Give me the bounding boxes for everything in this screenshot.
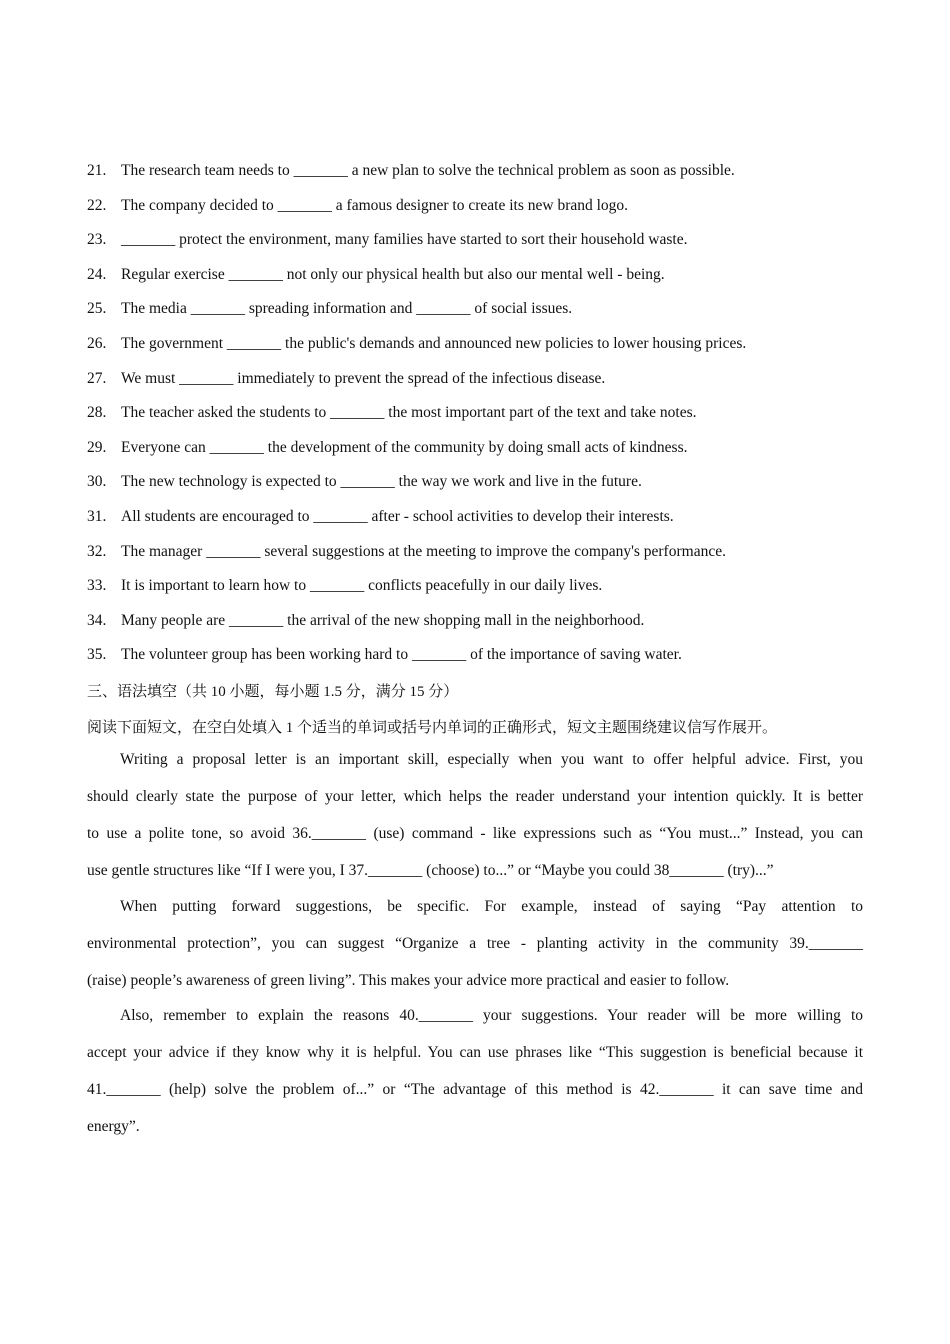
question-item <box>87 196 867 231</box>
passage-line: Also, remember to explain the reasons 40._______ your suggestions. Your reader will be more willing to <box>120 1007 863 1024</box>
question-text: Many people are _______ the arrival of the new shopping mall in the neighborhood. <box>121 611 645 629</box>
question-number: 23. <box>87 231 107 249</box>
question-text: The new technology is expected to _______ the way we work and live in the future. <box>121 473 642 491</box>
vocabulary-question-list <box>87 161 867 680</box>
question-item <box>87 403 867 438</box>
question-text: The media _______ spreading information and _______ of social issues. <box>121 300 573 318</box>
question-number: 30. <box>87 473 107 491</box>
passage-line: When putting forward suggestions, be specific. For example, instead of saying “Pay attention to <box>120 898 863 915</box>
question-item <box>87 265 867 300</box>
question-number: 25. <box>87 300 107 318</box>
question-text: The research team needs to _______ a new plan to solve the technical problem as soon as possible. <box>121 162 735 179</box>
question-item <box>87 161 867 196</box>
question-number: 33. <box>87 577 107 595</box>
question-text: The government _______ the public's demands and announced new policies to lower housing prices. <box>121 334 747 352</box>
passage-line: accept your advice if they know why it is helpful. You can use phrases like “This suggestion is beneficial because it <box>87 1044 863 1061</box>
question-number: 24. <box>87 265 107 283</box>
section-instruction: 阅读下面短文，在空白处填入 1 个适当的单词或括号内单词的正确形式，短文主题围绕建议信写作展开。 <box>87 720 778 736</box>
question-number: 29. <box>87 438 107 456</box>
question-number: 21. <box>87 162 107 179</box>
passage-paragraph-3 <box>87 1006 863 1154</box>
question-number: 31. <box>87 507 107 525</box>
question-item <box>87 576 867 611</box>
question-text: The company decided to _______ a famous designer to create its new brand logo. <box>121 196 629 214</box>
question-item <box>87 438 867 473</box>
question-item <box>87 645 867 680</box>
passage-line: should clearly state the purpose of your letter, which helps the reader understand your intention quickly. It is better <box>87 788 863 805</box>
question-item <box>87 230 867 265</box>
question-number: 32. <box>87 542 107 560</box>
question-text: The teacher asked the students to _______ the most important part of the text and take notes. <box>121 404 697 422</box>
question-text: The volunteer group has been working hard to _______ of the importance of saving water. <box>121 646 682 664</box>
question-text: The manager _______ several suggestions at the meeting to improve the company's performance. <box>121 542 726 560</box>
question-number: 27. <box>87 369 107 387</box>
section-heading: 三、语法填空（共 10 小题，每小题 1.5 分，满分 15 分） <box>87 684 459 700</box>
question-item <box>87 334 867 369</box>
passage-paragraph-2 <box>87 897 863 1008</box>
question-number: 26. <box>87 334 107 352</box>
passage-line: (raise) people’s awareness of green living”. This makes your advice more practical and easier to follow. <box>87 972 730 989</box>
question-number: 35. <box>87 646 107 664</box>
passage-line: Writing a proposal letter is an important skill, especially when you want to offer helpful advice. First, you <box>120 751 863 768</box>
question-item <box>87 472 867 507</box>
question-text: Everyone can _______ the development of the community by doing small acts of kindness. <box>121 438 688 456</box>
question-item <box>87 611 867 646</box>
passage-line: environmental protection”, you can suggest “Organize a tree - planting activity in the community 39._______ <box>87 935 863 952</box>
question-text: _______ protect the environment, many families have started to sort their household waste. <box>121 231 688 249</box>
question-item <box>87 542 867 577</box>
passage-line: 41._______ (help) solve the problem of...” or “The advantage of this method is 42._______ it can save time and <box>87 1081 863 1098</box>
question-item <box>87 507 867 542</box>
question-number: 34. <box>87 611 107 629</box>
passage-line: to use a polite tone, so avoid 36._______ (use) command - like expressions such as “You must...” Instead, you can <box>87 825 863 842</box>
question-item <box>87 369 867 404</box>
passage-line: energy”. <box>87 1118 140 1135</box>
question-number: 28. <box>87 404 107 422</box>
question-text: We must _______ immediately to prevent the spread of the infectious disease. <box>121 369 606 387</box>
question-number: 22. <box>87 196 107 214</box>
question-item <box>87 299 867 334</box>
passage-line: use gentle structures like “If I were you, I 37._______ (choose) to...” or “Maybe you could 38_______ (try)...” <box>87 862 774 879</box>
question-text: All students are encouraged to _______ after - school activities to develop their interests. <box>121 507 674 525</box>
question-text: It is important to learn how to _______ conflicts peacefully in our daily lives. <box>121 577 603 595</box>
question-text: Regular exercise _______ not only our physical health but also our mental well - being. <box>121 265 665 283</box>
passage-paragraph-1 <box>87 750 863 898</box>
